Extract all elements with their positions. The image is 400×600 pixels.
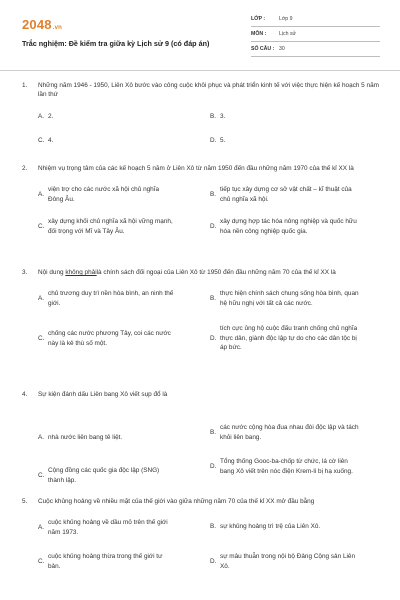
question-number: 3. (22, 269, 28, 276)
option-text: sự khủng hoảng trì trệ của Liên Xô. (220, 523, 321, 531)
logo-suffix: .vn (52, 25, 63, 31)
question-number: 4. (22, 391, 28, 398)
meta-value: 30 (279, 46, 285, 53)
option-letter: D. (210, 334, 217, 342)
option-letter: A. (38, 434, 45, 442)
option-text: chống các nước phương Tây, coi các nước này là kẻ thù số một. (48, 330, 171, 347)
meta-row-subject (251, 29, 380, 42)
option-text: cuộc khủng hoảng thừa trong thế giới tư bản. (48, 553, 163, 570)
option-text: Tổng thống Gooc-ba-chốp từ chức, lá cờ liên bang Xô viết trên nóc điện Krem-li bị hạ xuống. (220, 458, 353, 475)
option-text: thực hiện chính sách chung sống hòa bình, quan hệ hữu nghị với tất cả các nước. (220, 290, 359, 307)
question-2 (22, 164, 382, 235)
option-d[interactable] (210, 136, 362, 145)
option-c[interactable] (38, 217, 176, 236)
option-letter: D. (210, 136, 217, 144)
question-text: Những năm 1946 - 1950, Liên Xô bước vào công cuộc khôi phục và phát triển kinh tế với việc thực hiện kế hoạch 5 năm lần thứ (38, 82, 379, 99)
option-letter: D. (210, 462, 217, 470)
option-text: nhà nước liên bang tê liệt. (48, 434, 123, 442)
option-letter: B. (210, 112, 217, 120)
option-b[interactable] (210, 522, 362, 531)
option-letter: A. (38, 294, 45, 302)
option-c[interactable] (38, 552, 176, 571)
option-letter: C. (38, 471, 45, 479)
meta-row-class (251, 14, 380, 27)
question-text: Nhiệm vụ trọng tâm của các kế hoạch 5 năm ở Liên Xô từ năm 1950 đến đầu những năm 1970 của thế kỉ XX là (38, 165, 354, 172)
option-text: viện trợ cho các nước xã hội chủ nghĩa Đông Âu. (48, 186, 160, 203)
page-title: Trắc nghiệm: Đề kiểm tra giữa kỳ Lịch sử 9 (có đáp án) (22, 39, 210, 48)
option-c[interactable] (38, 136, 176, 145)
option-b[interactable] (210, 185, 362, 204)
option-text: 3. (220, 112, 226, 120)
question-text: Cuộc khủng hoảng về nhiều mặt của thế giới vào giữa những năm 70 của thế kỉ XX mở đầu bằng (38, 498, 315, 505)
option-d[interactable] (210, 324, 362, 352)
meta-row-count (251, 44, 380, 57)
question-1 (22, 81, 382, 144)
logo-text: 2048 (22, 17, 52, 32)
option-text: tiếp tục xây dựng cơ sở vật chất – kĩ thuật của chủ nghĩa xã hội. (220, 186, 352, 203)
meta-value: Lịch sử (279, 31, 297, 38)
option-text: chủ trương duy trì nền hòa bình, an ninh thế giới. (48, 290, 174, 307)
option-letter: C. (38, 136, 45, 144)
question-text-emphasis: không phải (65, 269, 97, 276)
option-letter: C. (38, 222, 45, 230)
option-letter: A. (38, 112, 45, 120)
question-number: 2. (22, 165, 28, 172)
option-letter: B. (210, 294, 217, 302)
question-5 (22, 497, 382, 570)
header-divider (0, 70, 400, 71)
option-letter: B. (210, 190, 217, 198)
option-text: cuộc khủng hoảng về dầu mỏ trên thế giới năm 1973. (48, 519, 168, 536)
site-logo[interactable] (22, 16, 62, 35)
option-a[interactable] (38, 518, 176, 537)
option-letter: D. (210, 557, 217, 565)
option-a[interactable] (38, 112, 176, 121)
option-text: 5. (220, 136, 226, 144)
option-text: xây dựng khối chủ nghĩa xã hội vững mạnh, đối trọng với Mĩ và Tây Âu. (48, 218, 173, 235)
option-text: sự mâu thuẫn trong nội bộ Đảng Cộng sản Liên Xô. (220, 553, 356, 570)
option-letter: A. (38, 523, 45, 531)
option-a[interactable] (38, 433, 176, 442)
meta-value: Lớp 9 (279, 16, 293, 23)
quiz-meta (251, 14, 380, 59)
option-text: xây dựng hợp tác hóa nông nghiệp và quốc hữu hóa nền công nghiệp quốc gia. (220, 218, 357, 235)
option-letter: A. (38, 190, 45, 198)
question-text (38, 268, 382, 277)
question-4 (22, 390, 382, 484)
option-letter: C. (38, 557, 45, 565)
question-number: 5. (22, 498, 28, 505)
option-c[interactable] (38, 329, 176, 348)
option-letter: B. (210, 428, 217, 436)
option-a[interactable] (38, 289, 176, 308)
option-b[interactable] (210, 423, 362, 442)
question-text: Sự kiện đánh dấu Liên bang Xô viết sụp đổ là (38, 391, 168, 398)
question-number: 1. (22, 82, 28, 89)
option-text: 4. (48, 136, 54, 144)
option-letter: C. (38, 334, 45, 342)
meta-key: LỚP : (251, 16, 266, 23)
option-letter: B. (210, 523, 217, 531)
question-text-part: là chính sách đối ngoại của Liên Xô từ 1950 đến đầu những năm 70 của thế kỉ XX là (96, 269, 336, 276)
option-letter: D. (210, 222, 217, 230)
page-header (22, 12, 380, 60)
question-3 (22, 268, 382, 351)
option-b[interactable] (210, 289, 362, 308)
option-d[interactable] (210, 552, 362, 571)
option-b[interactable] (210, 112, 362, 121)
question-text-part: Nội dung (38, 269, 66, 276)
option-text: Cộng đồng các quốc gia độc lập (SNG) thành lập. (48, 467, 160, 484)
option-text: tích cực ủng hộ cuộc đấu tranh chống chủ nghĩa thực dân, giành độc lập tự do cho các dân tộc bị áp bức. (220, 325, 358, 351)
option-a[interactable] (38, 185, 176, 204)
option-text: 2. (48, 112, 54, 120)
option-c[interactable] (38, 466, 176, 485)
meta-key: SỐ CÂU : (251, 46, 275, 53)
option-d[interactable] (210, 457, 362, 476)
meta-key: MÔN : (251, 31, 267, 38)
option-d[interactable] (210, 217, 362, 236)
option-text: các nước cộng hòa đua nhau đòi độc lập và tách khỏi liên bang. (220, 424, 359, 441)
